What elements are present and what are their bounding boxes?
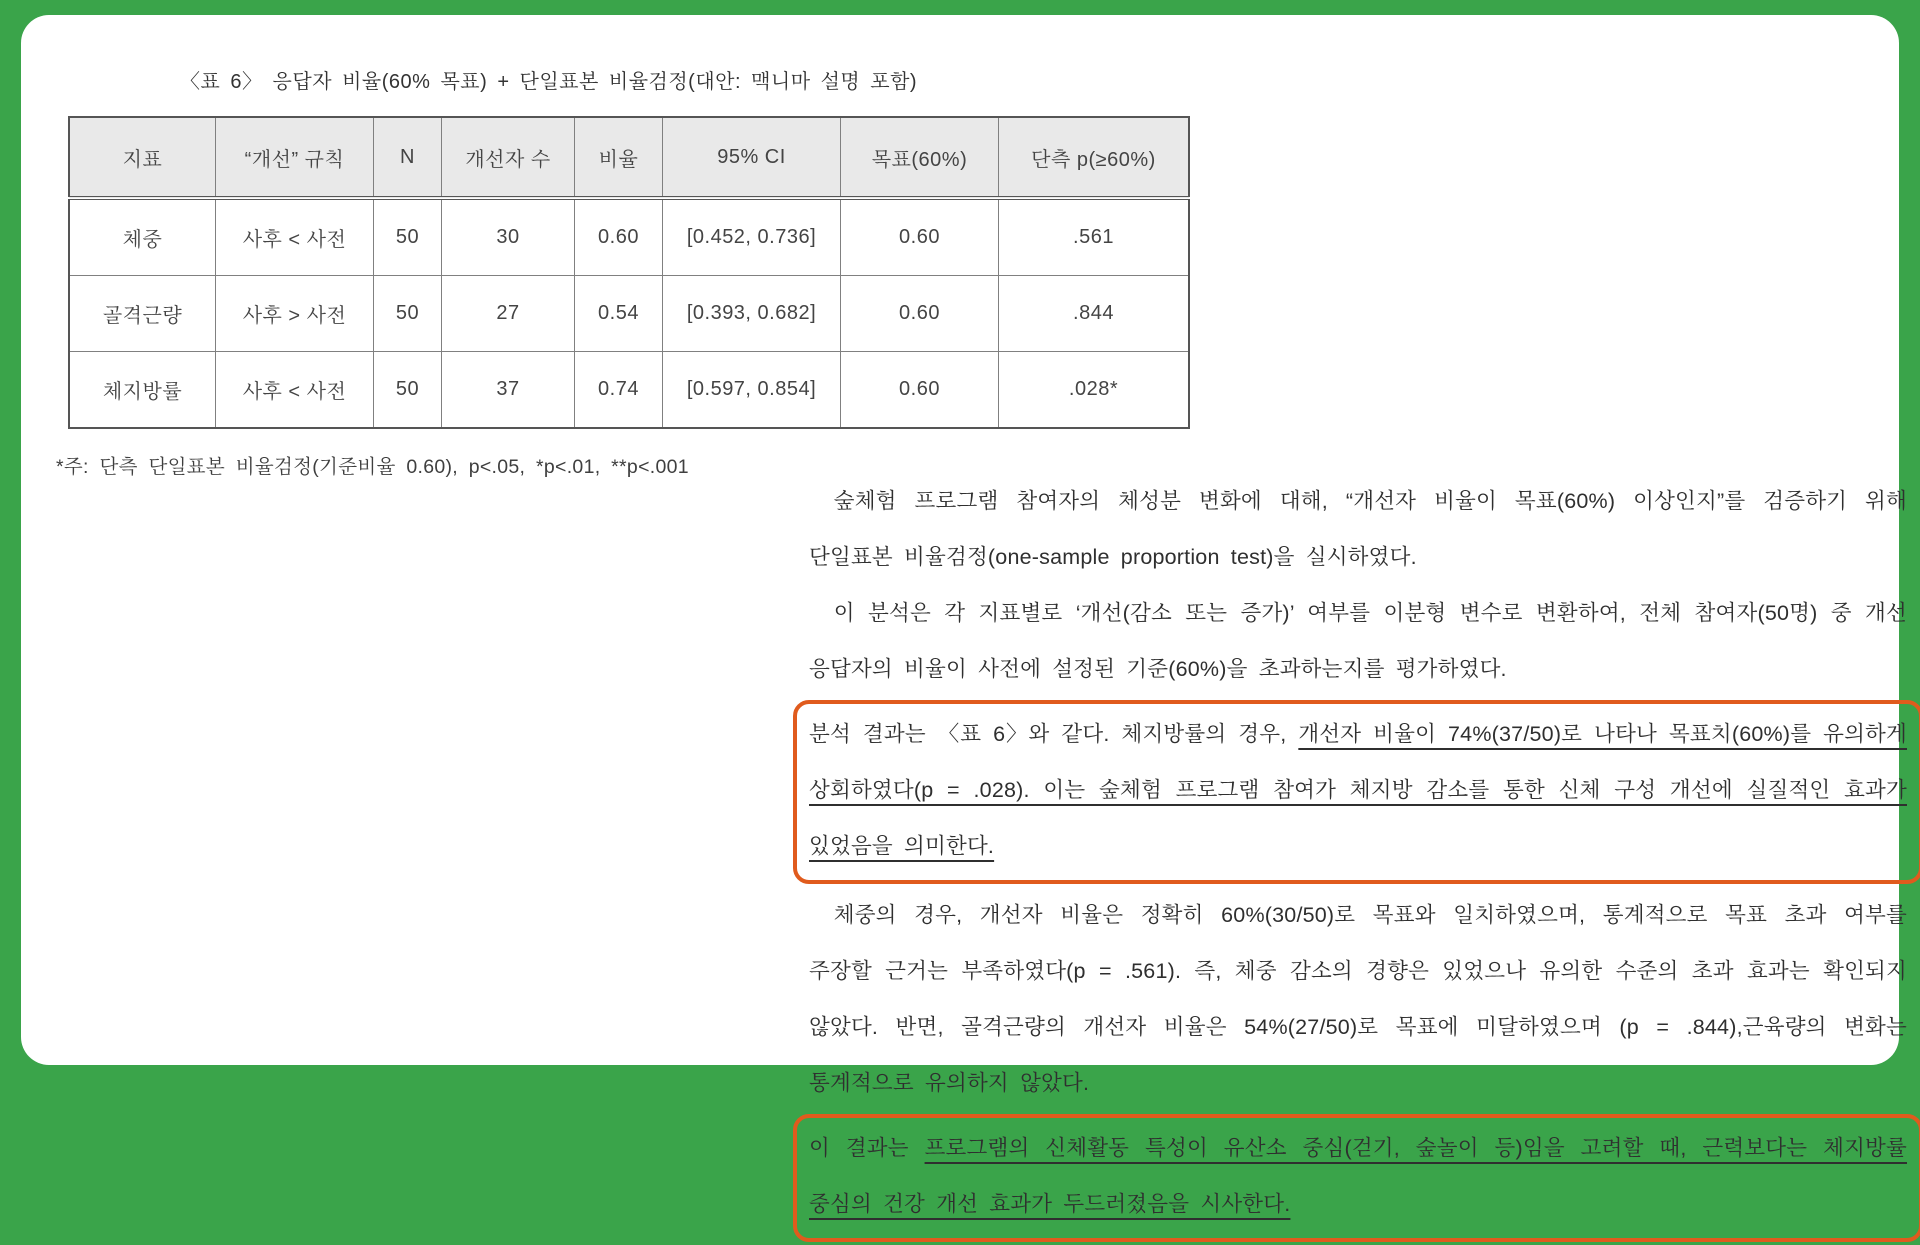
table-cell: 30 bbox=[442, 198, 575, 276]
table-cell: 체지방률 bbox=[69, 352, 216, 429]
text-segment: 분석 결과는 〈표 6〉와 같다. 체지방률의 경우, bbox=[809, 722, 1298, 746]
table-cell: 0.60 bbox=[575, 198, 663, 276]
header-cell: 개선자 수 bbox=[442, 117, 575, 198]
table-cell: 체중 bbox=[69, 198, 216, 276]
table-cell: [0.393, 0.682] bbox=[663, 276, 841, 352]
table-cell: 0.54 bbox=[575, 276, 663, 352]
header-cell: 95% CI bbox=[663, 117, 841, 198]
text-segment: 이 결과는 bbox=[809, 1136, 925, 1160]
table-row bbox=[69, 352, 1189, 429]
table-cell: 골격근량 bbox=[69, 276, 216, 352]
table-cell: [0.452, 0.736] bbox=[663, 198, 841, 276]
table-footnote: *주: 단측 단일표본 비율검정(기준비율 0.60), p<.05, *p<.01, **p<.001 bbox=[56, 451, 1168, 479]
analysis-text bbox=[809, 473, 1907, 1245]
text-segment: 이 분석은 각 지표별로 ‘개선(감소 또는 증가)’ 여부를 이분형 변수로 변환하여, 전체 참여자(50명) 중 개선 응답자의 비율이 사전에 설정된 기준(60%)을 초과하는지를 평가하였다. bbox=[809, 601, 1907, 681]
text-segment: 숲체험 프로그램 참여자의 체성분 변화에 대해, “개선자 비율이 목표(60%) 이상인지”를 검증하기 위해 단일표본 비율검정(one-sample proportion test)을 실시하였다. bbox=[809, 489, 1907, 569]
table-cell: 50 bbox=[374, 198, 442, 276]
table-cell: 0.60 bbox=[841, 352, 999, 429]
header-cell: 단측 p(≥60%) bbox=[999, 117, 1190, 198]
header-cell: “개선” 규칙 bbox=[216, 117, 374, 198]
header-cell: 지표 bbox=[69, 117, 216, 198]
table-caption: 〈표 6〉 응답자 비율(60% 목표) + 단일표본 비율검정(대안: 맥니마 설명 포함) bbox=[180, 65, 1168, 94]
table-cell: 37 bbox=[442, 352, 575, 429]
results-table bbox=[68, 116, 1190, 429]
results-table-body bbox=[69, 198, 1189, 428]
table-section bbox=[68, 65, 1168, 479]
table-cell: .844 bbox=[999, 276, 1190, 352]
table-row bbox=[69, 276, 1189, 352]
table-cell: 50 bbox=[374, 276, 442, 352]
table-cell: 27 bbox=[442, 276, 575, 352]
header-cell: N bbox=[374, 117, 442, 198]
header-cell: 목표(60%) bbox=[841, 117, 999, 198]
highlighted-paragraph bbox=[793, 700, 1920, 884]
table-cell: 0.60 bbox=[841, 276, 999, 352]
document-area bbox=[21, 15, 1899, 1065]
table-cell: 0.60 bbox=[841, 198, 999, 276]
highlighted-paragraph bbox=[793, 1114, 1920, 1242]
table-cell: .561 bbox=[999, 198, 1190, 276]
text-segment: 체중의 경우, 개선자 비율은 정확히 60%(30/50)로 목표와 일치하였으며, 통계적으로 목표 초과 여부를 주장할 근거는 부족하였다(p = .561). 즉, 체중 감소의 경향은 있었으나 유의한 수준의 초과 효과는 확인되지 않았다. 반면, 골격근량의 개선자 비율은 54%(27/50)로 목표에 미달하였으며 (p = .844),근육량의 변화는 통계적으로 유의하지 않았다. bbox=[809, 903, 1907, 1095]
header-cell: 비율 bbox=[575, 117, 663, 198]
table-cell: .028* bbox=[999, 352, 1190, 429]
table-cell: 사후 < 사전 bbox=[216, 352, 374, 429]
table-cell: 0.74 bbox=[575, 352, 663, 429]
table-cell: 사후 > 사전 bbox=[216, 276, 374, 352]
underlined-text: 개선자 비율이 74%(37/50)로 나타나 목표치(60%)를 유의하게 상회하였다(p = .028). 이는 숲체험 프로그램 참여가 체지방 감소를 통한 신체 구성 개선에 실질적인 효과가 있었음을 의미한다. bbox=[809, 722, 1907, 858]
paragraph bbox=[809, 887, 1907, 1111]
table-cell: 50 bbox=[374, 352, 442, 429]
underlined-text: 프로그램의 신체활동 특성이 유산소 중심(걷기, 숲놀이 등)임을 고려할 때, 근력보다는 체지방률 중심의 건강 개선 효과가 두드러졌음을 시사한다. bbox=[809, 1136, 1907, 1216]
table-cell: [0.597, 0.854] bbox=[663, 352, 841, 429]
paragraph bbox=[809, 473, 1907, 585]
table-row bbox=[69, 198, 1189, 276]
paragraph bbox=[809, 585, 1907, 697]
table-header-row bbox=[69, 117, 1189, 198]
table-cell: 사후 < 사전 bbox=[216, 198, 374, 276]
